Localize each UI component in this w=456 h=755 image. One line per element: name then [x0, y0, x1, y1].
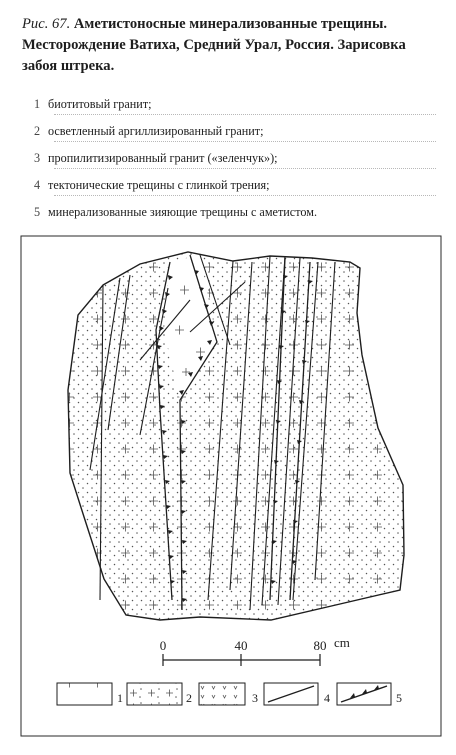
- scale-tick-label: 80: [313, 638, 327, 653]
- caption-text: Аметистоносные минерализованные трещины. Месторождение Ватиха, Средний Урал, Россия. Зарисовка забоя штрека.: [22, 16, 406, 74]
- key-box-number: 3: [252, 691, 258, 705]
- legend-number: 5: [34, 205, 41, 219]
- pattern-key: [57, 683, 402, 705]
- legend-text: тектонические трещины с глинкой трения;: [48, 178, 270, 192]
- scale-tick-label: 40: [234, 638, 248, 653]
- legend-number: 2: [34, 124, 41, 138]
- key-box-ticks: [199, 683, 245, 705]
- scale-tick-label: 0: [159, 638, 167, 653]
- key-box-crosses: [57, 683, 112, 705]
- legend-text: минерализованные зияющие трещины с аметистом.: [48, 205, 317, 219]
- legend-text: пропилитизированный гранит («зеленчук»);: [48, 151, 278, 165]
- legend-text: осветленный аргиллизированный гранит;: [48, 124, 264, 138]
- legend-number: 3: [34, 151, 41, 165]
- figure-label: Рис. 67.: [22, 16, 71, 32]
- scale-unit-label: cm: [334, 635, 350, 650]
- key-box-number: 5: [396, 691, 402, 705]
- legend-number: 4: [34, 178, 41, 192]
- key-box-crosses-dots: [127, 683, 182, 705]
- legend-number: 1: [34, 97, 41, 111]
- key-box-number: 1: [117, 691, 123, 705]
- scale-bar: [160, 635, 350, 666]
- key-box-number: 2: [186, 691, 192, 705]
- key-box-number: 4: [324, 691, 330, 705]
- legend-text: биотитовый гранит;: [48, 97, 152, 111]
